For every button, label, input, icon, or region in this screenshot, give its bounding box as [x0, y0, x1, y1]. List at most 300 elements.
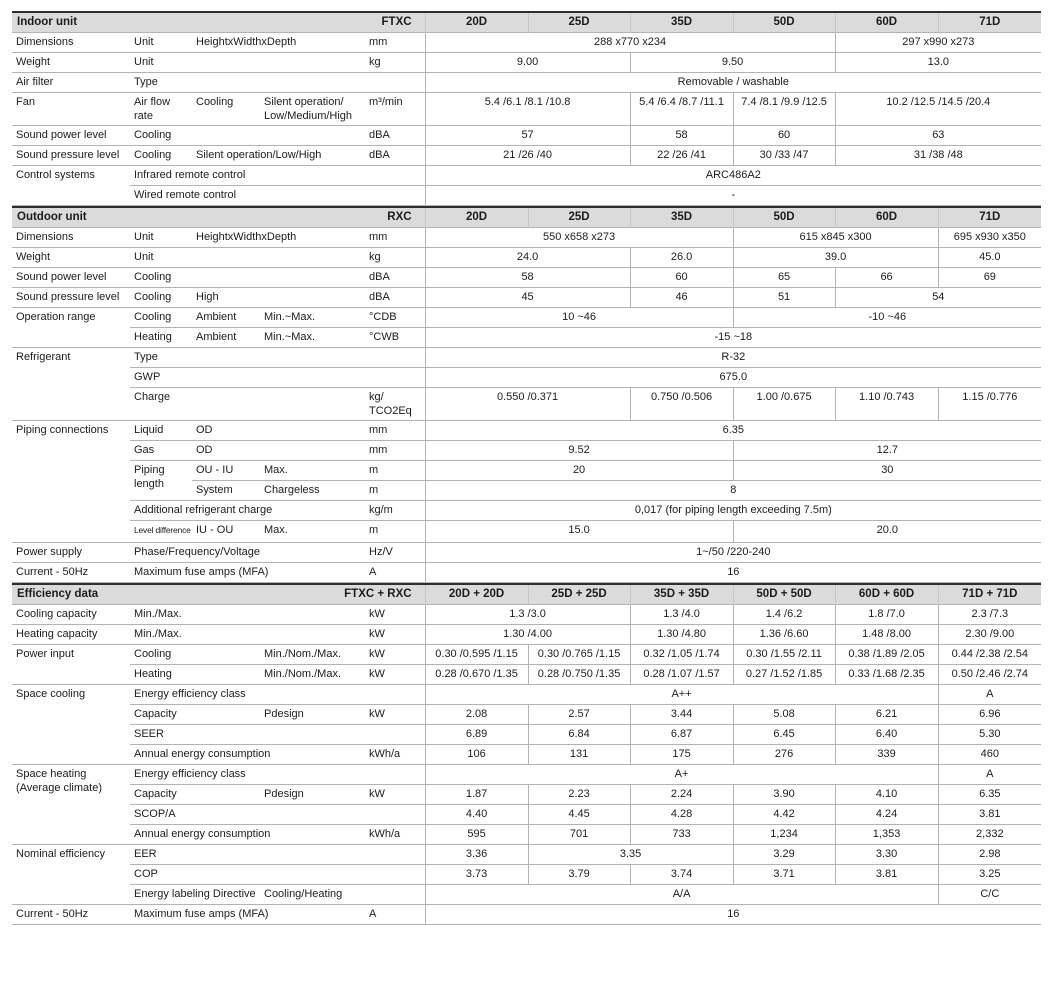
value-cell: 4.40 — [425, 805, 528, 825]
table-row — [12, 605, 1041, 625]
unit-cell: m — [365, 481, 425, 501]
value-cell: 9.50 — [630, 53, 835, 73]
label-cell: Min./Nom./Max. — [260, 645, 365, 665]
table-row — [12, 645, 1041, 665]
unit-cell: kW — [365, 705, 425, 725]
table-row — [12, 288, 1041, 308]
label-cell: Refrigerant — [12, 348, 130, 421]
section-header — [12, 584, 425, 605]
model-code: RXC — [387, 211, 412, 224]
unit-cell — [365, 186, 425, 206]
table-row — [12, 745, 1041, 765]
label-cell: Weight — [12, 53, 130, 73]
table-row — [12, 368, 1041, 388]
unit-cell: kg — [365, 53, 425, 73]
table-row — [12, 665, 1041, 685]
value-cell: -10 ~46 — [733, 308, 1041, 328]
label-cell: OD — [192, 441, 365, 461]
value-cell: 3.44 — [630, 705, 733, 725]
value-cell: 0.44 /2.38 /2.54 — [938, 645, 1041, 665]
label-cell: Weight — [12, 248, 130, 268]
section-header — [12, 207, 425, 228]
label-cell: Min./Nom./Max. — [260, 665, 365, 685]
label-cell: Dimensions — [12, 228, 130, 248]
value-cell: 66 — [835, 268, 938, 288]
label-cell: Unit — [130, 248, 192, 268]
label-cell: Cooling — [130, 308, 192, 328]
value-cell: 30 /33 /47 — [733, 146, 835, 166]
value-cell: 51 — [733, 288, 835, 308]
table-row — [12, 33, 1041, 53]
label-cell: Cooling/Heating — [260, 885, 365, 905]
table-row — [12, 625, 1041, 645]
label-cell: Sound pressure level — [12, 288, 130, 308]
unit-cell: m — [365, 461, 425, 481]
label-cell: Unit — [130, 33, 192, 53]
label-cell: Maximum fuse amps (MFA) — [130, 905, 365, 925]
label-cell: Unit — [130, 53, 192, 73]
label-cell: HeightxWidthxDepth — [192, 228, 365, 248]
label-cell: Ambient — [192, 308, 260, 328]
column-header: 35D — [630, 12, 733, 33]
value-cell: 5.4 /6.1 /8.1 /10.8 — [425, 93, 630, 126]
value-cell: ARC486A2 — [425, 166, 1041, 186]
unit-cell: kW — [365, 605, 425, 625]
value-cell: 6.87 — [630, 725, 733, 745]
value-cell: 0.28 /0.750 /1.35 — [528, 665, 630, 685]
value-cell: 2.24 — [630, 785, 733, 805]
value-cell: Removable / washable — [425, 73, 1041, 93]
label-cell: System — [192, 481, 260, 501]
value-cell: 63 — [835, 126, 1041, 146]
label-cell: Type — [130, 73, 192, 93]
table-row — [12, 825, 1041, 845]
value-cell: 1,234 — [733, 825, 835, 845]
value-cell: 733 — [630, 825, 733, 845]
value-cell: 10.2 /12.5 /14.5 /20.4 — [835, 93, 1041, 126]
value-cell: 6.89 — [425, 725, 528, 745]
value-cell: 4.24 — [835, 805, 938, 825]
table-row — [12, 388, 1041, 421]
unit-cell: kg/m — [365, 501, 425, 521]
table-row — [12, 865, 1041, 885]
value-cell: 276 — [733, 745, 835, 765]
table-row — [12, 126, 1041, 146]
value-cell: 21 /26 /40 — [425, 146, 630, 166]
value-cell: 4.28 — [630, 805, 733, 825]
value-cell: 9.00 — [425, 53, 630, 73]
table-row — [12, 248, 1041, 268]
label-cell: Capacity — [130, 785, 260, 805]
value-cell: 0.50 /2.46 /2.74 — [938, 665, 1041, 685]
value-cell: 3.30 — [835, 845, 938, 865]
value-cell: 4.42 — [733, 805, 835, 825]
label-cell: Cooling — [130, 288, 192, 308]
unit-cell: kW — [365, 665, 425, 685]
value-cell: 65 — [733, 268, 835, 288]
value-cell: 0.30 /0.765 /1.15 — [528, 645, 630, 665]
value-cell: 39.0 — [733, 248, 938, 268]
value-cell: 1,353 — [835, 825, 938, 845]
label-cell: SEER — [130, 725, 365, 745]
value-cell: 615 x845 x300 — [733, 228, 938, 248]
value-cell: 1.36 /6.60 — [733, 625, 835, 645]
unit-cell: Hz/V — [365, 543, 425, 563]
value-cell: 58 — [630, 126, 733, 146]
value-cell: 0.750 /0.506 — [630, 388, 733, 421]
value-cell: 297 x990 x273 — [835, 33, 1041, 53]
value-cell: 1.48 /8.00 — [835, 625, 938, 645]
value-cell: 2.30 /9.00 — [938, 625, 1041, 645]
table-row — [12, 441, 1041, 461]
label-cell: Energy labeling Directive — [130, 885, 260, 905]
label-cell: OD — [192, 421, 365, 441]
column-header: 50D — [733, 12, 835, 33]
value-cell: 675.0 — [425, 368, 1041, 388]
unit-cell — [365, 865, 425, 885]
value-cell: 3.29 — [733, 845, 835, 865]
unit-cell: kWh/a — [365, 825, 425, 845]
unit-cell — [365, 368, 425, 388]
value-cell: 1.3 /4.0 — [630, 605, 733, 625]
value-cell: 15.0 — [425, 521, 733, 543]
value-cell: 1.00 /0.675 — [733, 388, 835, 421]
unit-cell: mm — [365, 33, 425, 53]
table-row — [12, 685, 1041, 705]
value-cell: C/C — [938, 885, 1041, 905]
value-cell: 60 — [733, 126, 835, 146]
table-row — [12, 73, 1041, 93]
value-cell: 13.0 — [835, 53, 1041, 73]
value-cell: 2.57 — [528, 705, 630, 725]
column-header: 20D + 20D — [425, 584, 528, 605]
label-cell: Power input — [12, 645, 130, 685]
table-row — [12, 501, 1041, 521]
table-row — [12, 328, 1041, 348]
value-cell: 1.8 /7.0 — [835, 605, 938, 625]
section-efficiency-data — [12, 583, 1041, 925]
value-cell: A — [938, 685, 1041, 705]
label-cell — [192, 73, 365, 93]
value-cell: 1.3 /3.0 — [425, 605, 630, 625]
label-cell: Piping length — [130, 461, 192, 501]
label-cell: Min.~Max. — [260, 308, 365, 328]
label-cell: Max. — [260, 461, 365, 481]
column-header: 71D — [938, 12, 1041, 33]
spec-table-indoor-unit — [12, 11, 1041, 206]
unit-cell: mm — [365, 421, 425, 441]
label-cell: Cooling — [130, 146, 192, 166]
unit-cell — [365, 845, 425, 865]
value-cell: 460 — [938, 745, 1041, 765]
value-cell: 701 — [528, 825, 630, 845]
label-cell: Type — [130, 348, 365, 368]
value-cell: 22 /26 /41 — [630, 146, 733, 166]
table-row — [12, 228, 1041, 248]
label-cell: GWP — [130, 368, 365, 388]
label-cell: Sound power level — [12, 126, 130, 146]
value-cell: A++ — [425, 685, 938, 705]
value-cell: 339 — [835, 745, 938, 765]
label-cell: Min.~Max. — [260, 328, 365, 348]
unit-cell: A — [365, 563, 425, 583]
column-header: 71D — [938, 207, 1041, 228]
value-cell: 0.32 /1.05 /1.74 — [630, 645, 733, 665]
label-cell: Annual energy consumption — [130, 825, 365, 845]
value-cell: 20 — [425, 461, 733, 481]
label-cell: Phase/Frequency/Voltage — [130, 543, 365, 563]
section-title: Efficiency data — [17, 588, 99, 601]
value-cell: 3.73 — [425, 865, 528, 885]
value-cell: 5.30 — [938, 725, 1041, 745]
value-cell: 106 — [425, 745, 528, 765]
column-header: 35D — [630, 207, 733, 228]
value-cell: 31 /38 /48 — [835, 146, 1041, 166]
section-title: Outdoor unit — [17, 211, 87, 224]
value-cell: 3.71 — [733, 865, 835, 885]
table-row — [12, 845, 1041, 865]
section-outdoor-unit — [12, 206, 1041, 583]
section-title: Indoor unit — [17, 16, 78, 28]
table-row — [12, 308, 1041, 328]
label-cell: Space cooling — [12, 685, 130, 765]
value-cell: 0.38 /1.89 /2.05 — [835, 645, 938, 665]
value-cell: 0.33 /1.68 /2.35 — [835, 665, 938, 685]
unit-cell: A — [365, 905, 425, 925]
value-cell: 26.0 — [630, 248, 733, 268]
value-cell: 24.0 — [425, 248, 630, 268]
value-cell: 595 — [425, 825, 528, 845]
unit-cell — [365, 805, 425, 825]
label-cell: Piping connections — [12, 421, 130, 543]
label-cell: Ambient — [192, 328, 260, 348]
table-row — [12, 461, 1041, 481]
unit-cell: kW — [365, 785, 425, 805]
label-cell: Gas — [130, 441, 192, 461]
label-cell: EER — [130, 845, 365, 865]
label-cell: Power supply — [12, 543, 130, 563]
label-cell: High — [192, 288, 365, 308]
value-cell: 1.10 /0.743 — [835, 388, 938, 421]
value-cell: 16 — [425, 563, 1041, 583]
value-cell: 45.0 — [938, 248, 1041, 268]
value-cell: 1.30 /4.00 — [425, 625, 630, 645]
value-cell: -15 ~18 — [425, 328, 1041, 348]
value-cell: 3.79 — [528, 865, 630, 885]
label-cell: Infrared remote control — [130, 166, 365, 186]
table-row — [12, 186, 1041, 206]
value-cell: 54 — [835, 288, 1041, 308]
table-row — [12, 765, 1041, 785]
value-cell: 4.45 — [528, 805, 630, 825]
header-row — [12, 207, 1041, 228]
label-cell: Cooling — [130, 126, 192, 146]
value-cell: 3.90 — [733, 785, 835, 805]
unit-cell: kW — [365, 625, 425, 645]
column-header: 50D — [733, 207, 835, 228]
unit-cell: mm — [365, 228, 425, 248]
label-cell: Unit — [130, 228, 192, 248]
label-cell: Annual energy consumption — [130, 745, 365, 765]
header-row — [12, 12, 1041, 33]
value-cell: 20.0 — [733, 521, 1041, 543]
label-cell: Operation range — [12, 308, 130, 348]
label-cell: Cooling — [192, 93, 260, 126]
unit-cell — [365, 725, 425, 745]
value-cell: 69 — [938, 268, 1041, 288]
section-header — [12, 12, 425, 33]
label-cell: Capacity — [130, 705, 260, 725]
value-cell: 6.40 — [835, 725, 938, 745]
value-cell: 3.36 — [425, 845, 528, 865]
value-cell: 46 — [630, 288, 733, 308]
table-row — [12, 166, 1041, 186]
value-cell: 1.87 — [425, 785, 528, 805]
unit-cell — [365, 166, 425, 186]
unit-cell — [365, 73, 425, 93]
table-row — [12, 885, 1041, 905]
value-cell: 5.4 /6.4 /8.7 /11.1 — [630, 93, 733, 126]
value-cell: - — [425, 186, 1041, 206]
value-cell: 30 — [733, 461, 1041, 481]
model-code: FTXC + RXC — [344, 588, 412, 601]
value-cell: 58 — [425, 268, 630, 288]
column-header: 50D + 50D — [733, 584, 835, 605]
label-cell: IU - OU — [192, 521, 260, 543]
unit-cell: dBA — [365, 146, 425, 166]
table-row — [12, 725, 1041, 745]
value-cell: 3.81 — [835, 865, 938, 885]
label-cell: Additional refrigerant charge — [130, 501, 365, 521]
label-cell: Pdesign — [260, 785, 365, 805]
value-cell: 3.74 — [630, 865, 733, 885]
unit-cell: °CDB — [365, 308, 425, 328]
label-cell: Wired remote control — [130, 186, 365, 206]
unit-cell — [365, 885, 425, 905]
value-cell: 550 x658 x273 — [425, 228, 733, 248]
label-cell: Heating — [130, 665, 260, 685]
value-cell: 45 — [425, 288, 630, 308]
label-cell: Sound pressure level — [12, 146, 130, 166]
label-cell: Nominal efficiency — [12, 845, 130, 905]
column-header: 20D — [425, 207, 528, 228]
column-header: 60D — [835, 12, 938, 33]
label-cell: Cooling capacity — [12, 605, 130, 625]
label-cell: Cooling — [130, 645, 260, 665]
label-cell: Air flow rate — [130, 93, 192, 126]
value-cell: 1.15 /0.776 — [938, 388, 1041, 421]
table-row — [12, 705, 1041, 725]
column-header: 60D — [835, 207, 938, 228]
label-cell: Current - 50Hz — [12, 563, 130, 583]
column-header: 25D — [528, 12, 630, 33]
value-cell: 7.4 /8.1 /9.9 /12.5 — [733, 93, 835, 126]
label-cell — [192, 248, 365, 268]
value-cell: 3.81 — [938, 805, 1041, 825]
unit-cell: mm — [365, 441, 425, 461]
label-cell: Maximum fuse amps (MFA) — [130, 563, 365, 583]
label-cell: Level difference — [130, 521, 192, 543]
model-code: FTXC — [381, 16, 412, 28]
unit-cell — [365, 685, 425, 705]
value-cell: A — [938, 765, 1041, 785]
header-row — [12, 584, 1041, 605]
value-cell: 60 — [630, 268, 733, 288]
unit-cell: dBA — [365, 288, 425, 308]
label-cell: Space heating (Average climate) — [12, 765, 130, 845]
label-cell: Min./Max. — [130, 605, 365, 625]
label-cell: Min./Max. — [130, 625, 365, 645]
label-cell: Pdesign — [260, 705, 365, 725]
label-cell — [192, 126, 365, 146]
spec-table-efficiency-data — [12, 583, 1041, 925]
unit-cell: kW — [365, 645, 425, 665]
unit-cell: kg — [365, 248, 425, 268]
unit-cell: dBA — [365, 126, 425, 146]
value-cell: 6.84 — [528, 725, 630, 745]
label-cell: Chargeless — [260, 481, 365, 501]
table-row — [12, 785, 1041, 805]
label-cell: COP — [130, 865, 365, 885]
column-header: 60D + 60D — [835, 584, 938, 605]
label-cell: Charge — [130, 388, 365, 421]
value-cell: 6.35 — [938, 785, 1041, 805]
label-cell: Cooling — [130, 268, 192, 288]
label-cell: Fan — [12, 93, 130, 126]
value-cell: 2.08 — [425, 705, 528, 725]
table-row — [12, 421, 1041, 441]
value-cell: 6.21 — [835, 705, 938, 725]
value-cell: 1~/50 /220-240 — [425, 543, 1041, 563]
value-cell: 3.35 — [528, 845, 733, 865]
unit-cell: dBA — [365, 268, 425, 288]
table-row — [12, 905, 1041, 925]
unit-cell: m — [365, 521, 425, 543]
table-row — [12, 146, 1041, 166]
column-header: 71D + 71D — [938, 584, 1041, 605]
value-cell: 4.10 — [835, 785, 938, 805]
value-cell: 6.35 — [425, 421, 1041, 441]
value-cell: 9.52 — [425, 441, 733, 461]
table-row — [12, 805, 1041, 825]
label-cell: SCOP/A — [130, 805, 365, 825]
column-header: 20D — [425, 12, 528, 33]
value-cell: 6.96 — [938, 705, 1041, 725]
table-row — [12, 93, 1041, 126]
unit-cell: °CWB — [365, 328, 425, 348]
column-header: 35D + 35D — [630, 584, 733, 605]
value-cell: 6.45 — [733, 725, 835, 745]
label-cell: OU - IU — [192, 461, 260, 481]
value-cell: 57 — [425, 126, 630, 146]
value-cell: 5.08 — [733, 705, 835, 725]
value-cell: 2,332 — [938, 825, 1041, 845]
label-cell: Liquid — [130, 421, 192, 441]
value-cell: 0,017 (for piping length exceeding 7.5m) — [425, 501, 1041, 521]
table-row — [12, 563, 1041, 583]
value-cell: 10 ~46 — [425, 308, 733, 328]
table-row — [12, 268, 1041, 288]
label-cell: Max. — [260, 521, 365, 543]
value-cell: 695 x930 x350 — [938, 228, 1041, 248]
value-cell: 2.23 — [528, 785, 630, 805]
table-row — [12, 348, 1041, 368]
label-cell: Heating capacity — [12, 625, 130, 645]
value-cell: 0.30 /0.595 /1.15 — [425, 645, 528, 665]
label-cell: Current - 50Hz — [12, 905, 130, 925]
value-cell: 3.25 — [938, 865, 1041, 885]
unit-cell — [365, 348, 425, 368]
